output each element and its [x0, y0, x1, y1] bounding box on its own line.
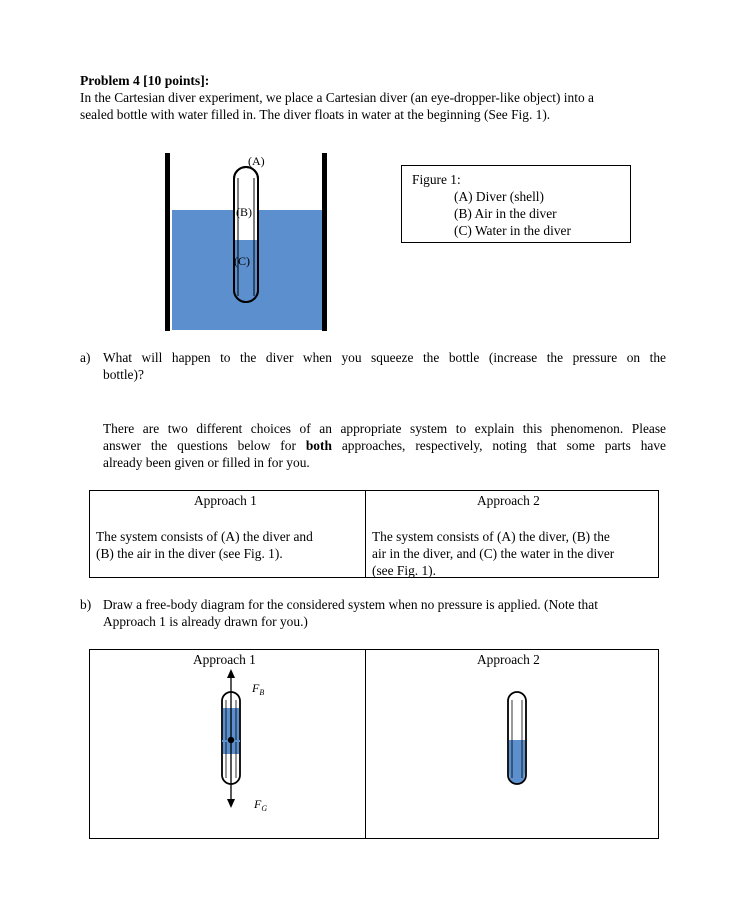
table-divider: [365, 491, 366, 577]
force-buoyancy-label: $F_B$: [252, 681, 265, 697]
bottle-right-wall: [322, 153, 327, 331]
label-b: (B): [236, 205, 252, 219]
part-a-para-line-2: [103, 437, 666, 454]
table1-header-approach-1: Approach 1: [194, 493, 257, 508]
part-a-question-line-2: bottle)?: [103, 367, 144, 382]
gravity-arrow-head: [227, 799, 235, 808]
part-a-para-bold: both: [305, 438, 332, 453]
table1-cell-1-line-1: The system consists of (A) the diver and: [96, 529, 313, 544]
diver: [234, 167, 258, 302]
part-b-letter: b): [80, 597, 92, 612]
figure-1-legend: [401, 165, 631, 243]
free-body-table: [89, 649, 659, 839]
label-a: (A): [248, 154, 265, 168]
intro-line-1: In the Cartesian diver experiment, we place a Cartesian diver (an eye-dropper-like object) into a: [80, 90, 594, 105]
legend-title: Figure 1:: [412, 172, 461, 187]
part-a-question-line-1: What will happen to the diver when you squeeze the bottle (increase the pressure on the: [103, 350, 666, 365]
part-a-para-post: approaches, respectively, noting that some parts have: [331, 438, 666, 453]
part-a-para-pre: answer the questions below for: [103, 438, 306, 453]
intro-line-2: sealed bottle with water filled in. The diver floats in water at the beginning (See Fig. 1).: [80, 107, 551, 122]
approach-table: [89, 490, 659, 578]
bottle-left-wall: [165, 153, 170, 331]
free-body-diagram-approach-1: [202, 668, 292, 818]
label-c: (C): [234, 254, 250, 268]
part-a-para-line-1: There are two different choices of an appropriate system to explain this phenomenon. Please: [103, 421, 666, 436]
problem-title: Problem 4 [10 points]:: [80, 73, 210, 88]
buoyancy-arrow-head: [227, 669, 235, 678]
legend-item-a: (A) Diver (shell): [454, 189, 544, 204]
table2-header-approach-1: Approach 1: [193, 652, 256, 667]
table1-cell-1-line-2: (B) the air in the diver (see Fig. 1).: [96, 546, 283, 561]
table1-header-approach-2: Approach 2: [477, 493, 540, 508]
center-of-mass-dot: [228, 737, 234, 743]
part-b-line-2: Approach 1 is already drawn for you.): [103, 614, 308, 629]
force-gravity-label: $F_G$: [254, 797, 268, 813]
table1-cell-2-line-3: (see Fig. 1).: [372, 563, 436, 578]
table1-cell-2-line-1: The system consists of (A) the diver, (B) the: [372, 529, 610, 544]
table2-header-approach-2: Approach 2: [477, 652, 540, 667]
part-a-para-line-3: already been given or filled in for you.: [103, 455, 310, 470]
legend-item-b: (B) Air in the diver: [454, 206, 557, 221]
legend-item-c: (C) Water in the diver: [454, 223, 571, 238]
diver-approach-2: [502, 688, 532, 788]
figure-1-diagram: [160, 148, 340, 338]
part-b-line-1: Draw a free-body diagram for the considered system when no pressure is applied. (Note that: [103, 597, 598, 612]
part-a-letter: a): [80, 350, 91, 365]
table1-cell-2-line-2: air in the diver, and (C) the water in the diver: [372, 546, 615, 561]
table2-divider: [365, 650, 366, 838]
